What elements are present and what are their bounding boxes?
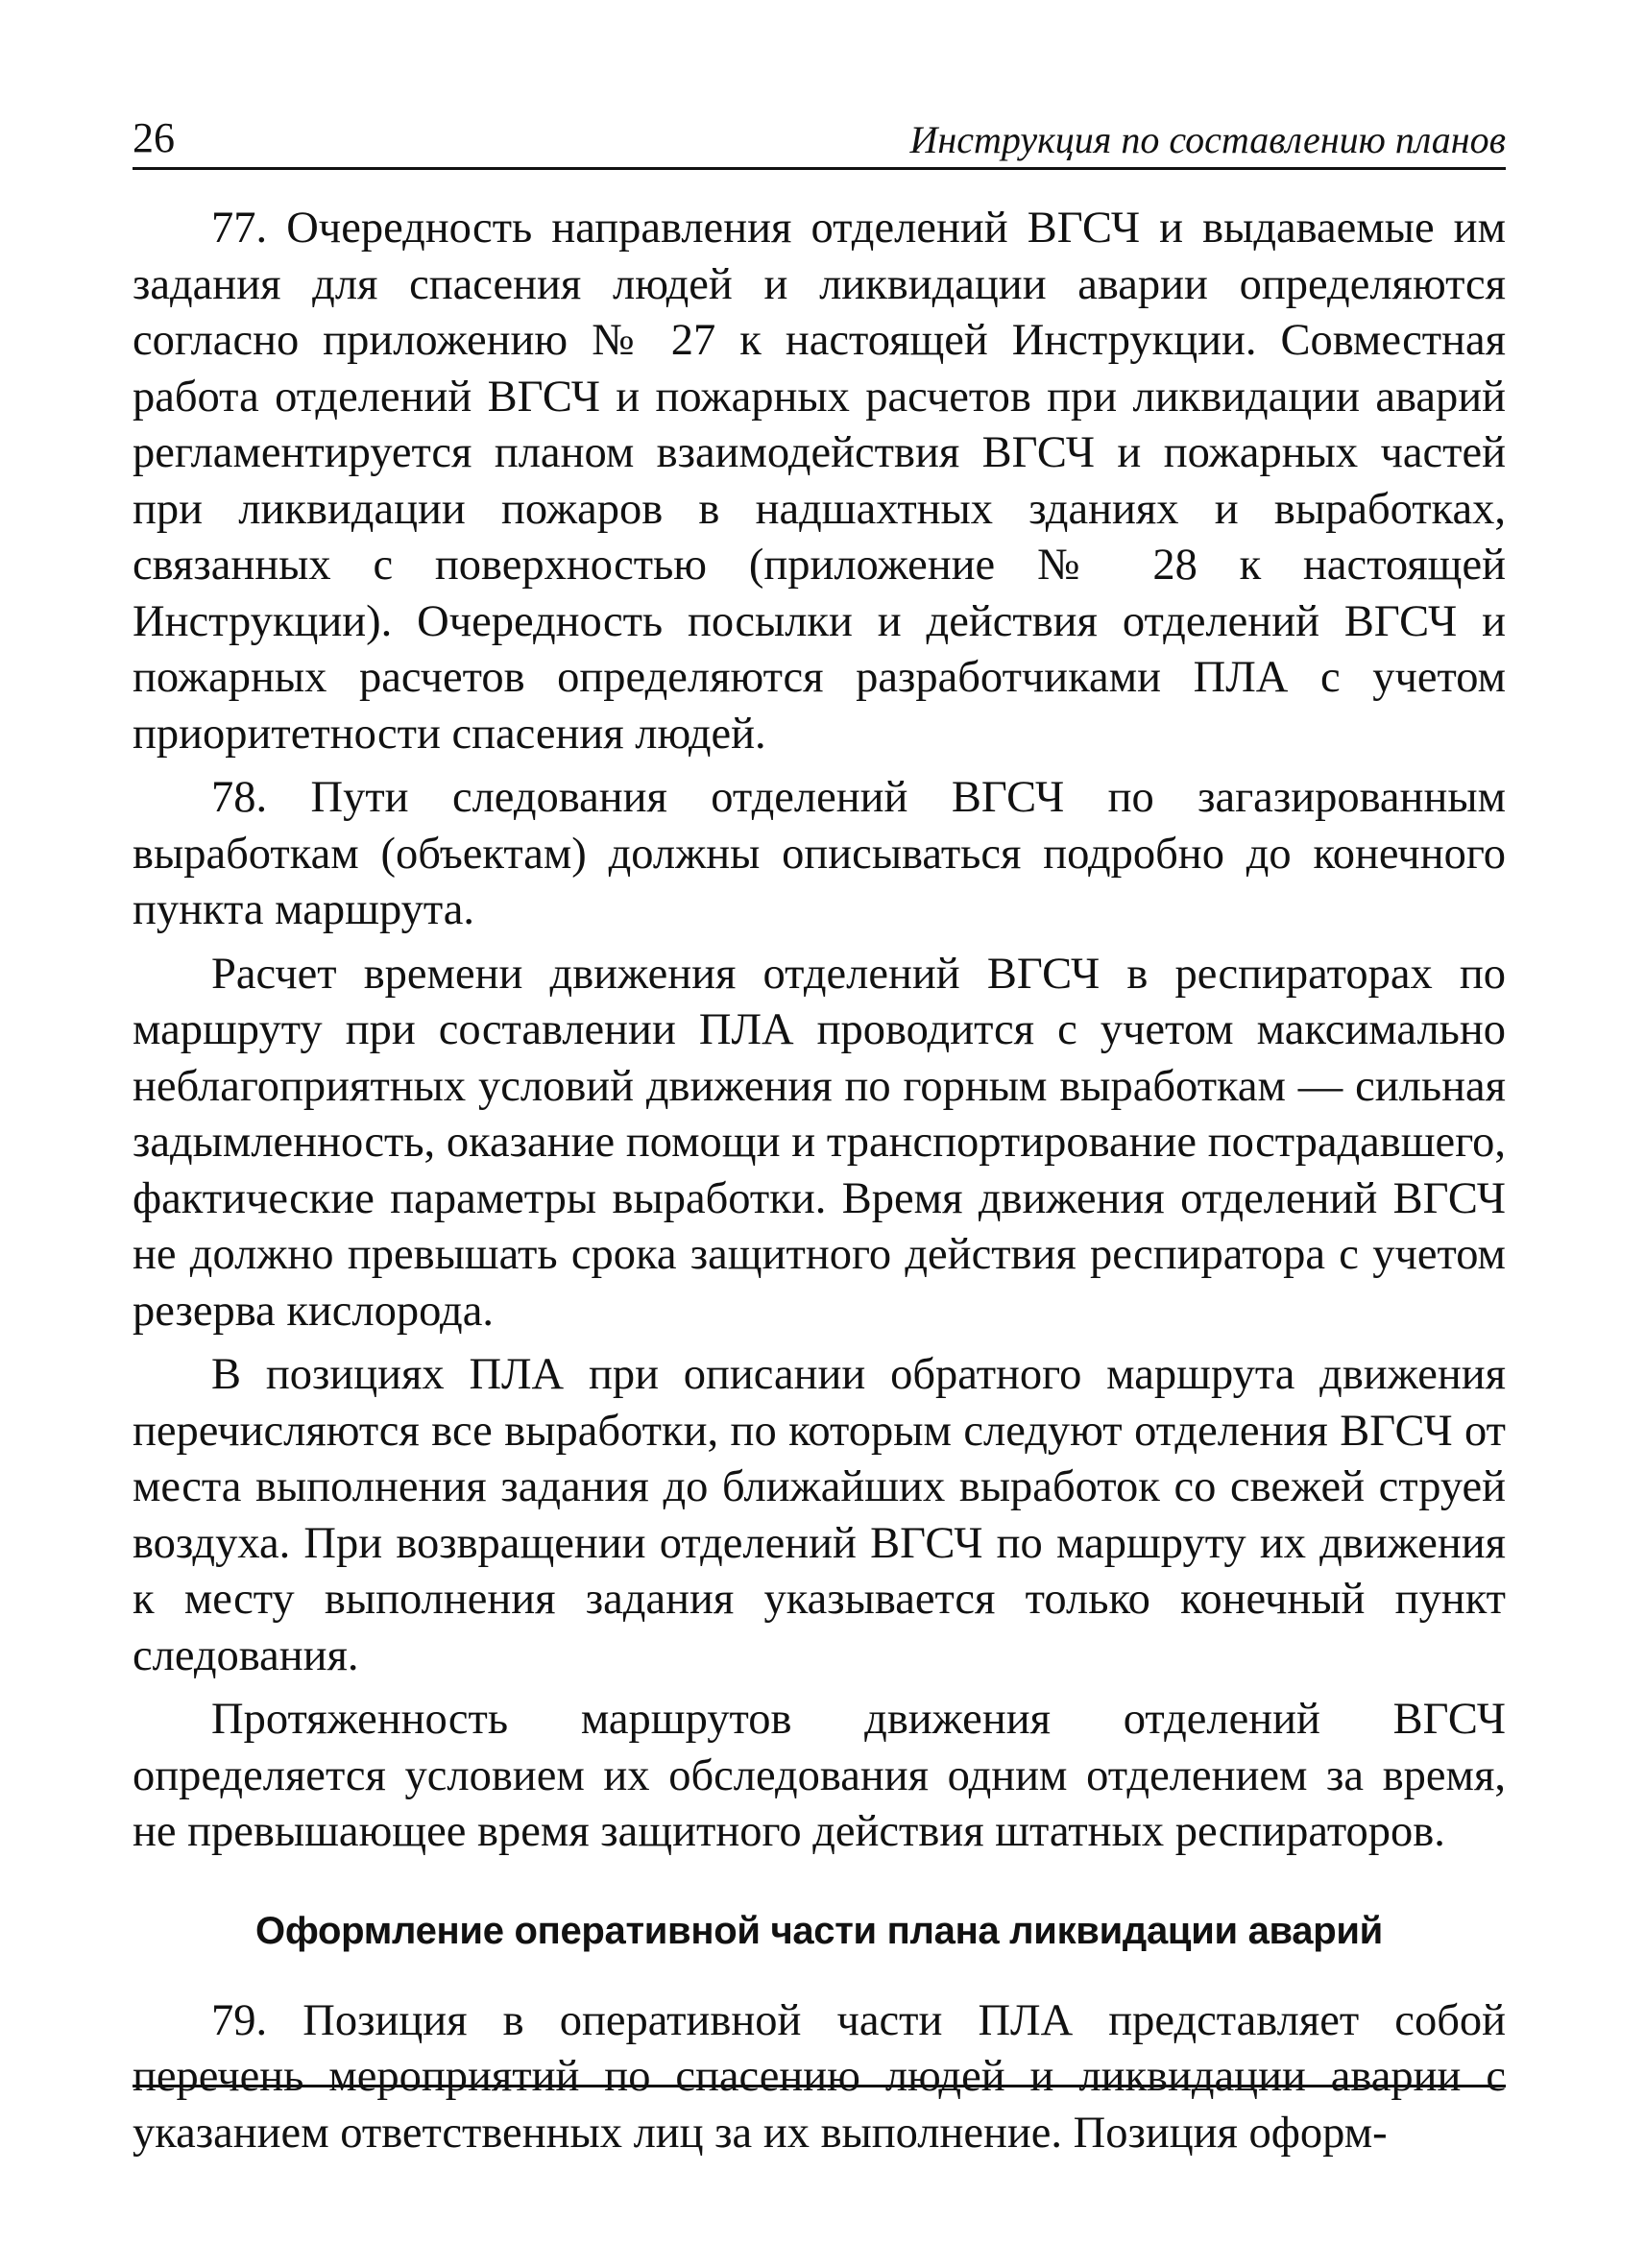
paragraph-route-time: Расчет времени движения отделений ВГСЧ в респираторах по маршруту при составлении ПЛА проводится с учетом максимально неблагоприятных условий движения по горным выработкам — сильная задымленность, оказание помощи и транспортирование пострадавшего, фактические параметры выработки. Время движения отделений ВГСЧ не должно превышать срока защитного действия респиратора с учетом резерва кислорода. [133,949,1506,1336]
paragraph-route-length: Протяженность маршрутов движения отделений ВГСЧ определяется условием их обследования одним отделением за время, не превышающее время защитного действия штатных респираторов. [133,1695,1506,1856]
paragraph-79: 79. Позиция в оперативной части ПЛА представляет собой перечень мероприятий по спасению людей и ликвидации аварии с указанием ответственных лиц за их выполнение. Позиция оформ- [133,1995,1506,2158]
section-heading: Оформление оперативной части плана ликвидации аварий [255,1909,1383,1952]
book-page [133,113,1506,2169]
running-title: Инструкция по составлению планов [909,118,1506,161]
paragraph-return-route: В позициях ПЛА при описании обратного маршрута движения перечисляются все выработки, по которым следуют отделения ВГСЧ от места выполнения задания до ближайших выработок со свежей струей воздуха. При возвращении отделений ВГСЧ по маршруту их движения к месту выполнения задания указывается только конечный пункт следования. [133,1350,1506,1680]
page-body [133,201,1506,2161]
footer-rule [133,2085,1506,2087]
paragraph-78: 78. Пути следования отделений ВГСЧ по загазированным выработкам (объектам) должны описываться подробно до конечного пункта маршрута. [133,773,1506,934]
page-number: 26 [133,114,175,161]
running-header [133,113,1506,170]
paragraph-77: 77. Очередность направления отделений ВГСЧ и выдаваемые им задания для спасения людей и ликвидации аварии определяются согласно приложению № 27 к настоящей Инструкции. Совместная работа отделений ВГСЧ и пожарных расчетов при ликвидации аварий регламентируется планом взаимодействия ВГСЧ и пожарных частей при ликвидации пожаров в надшахтных зданиях и выработках, связанных с поверхностью (приложение № 28 к настоящей Инструкции). Очередность посылки и действия отделений ВГСЧ и пожарных расчетов определяются разработчиками ПЛА с учетом приоритетности спасения людей. [133,204,1506,759]
